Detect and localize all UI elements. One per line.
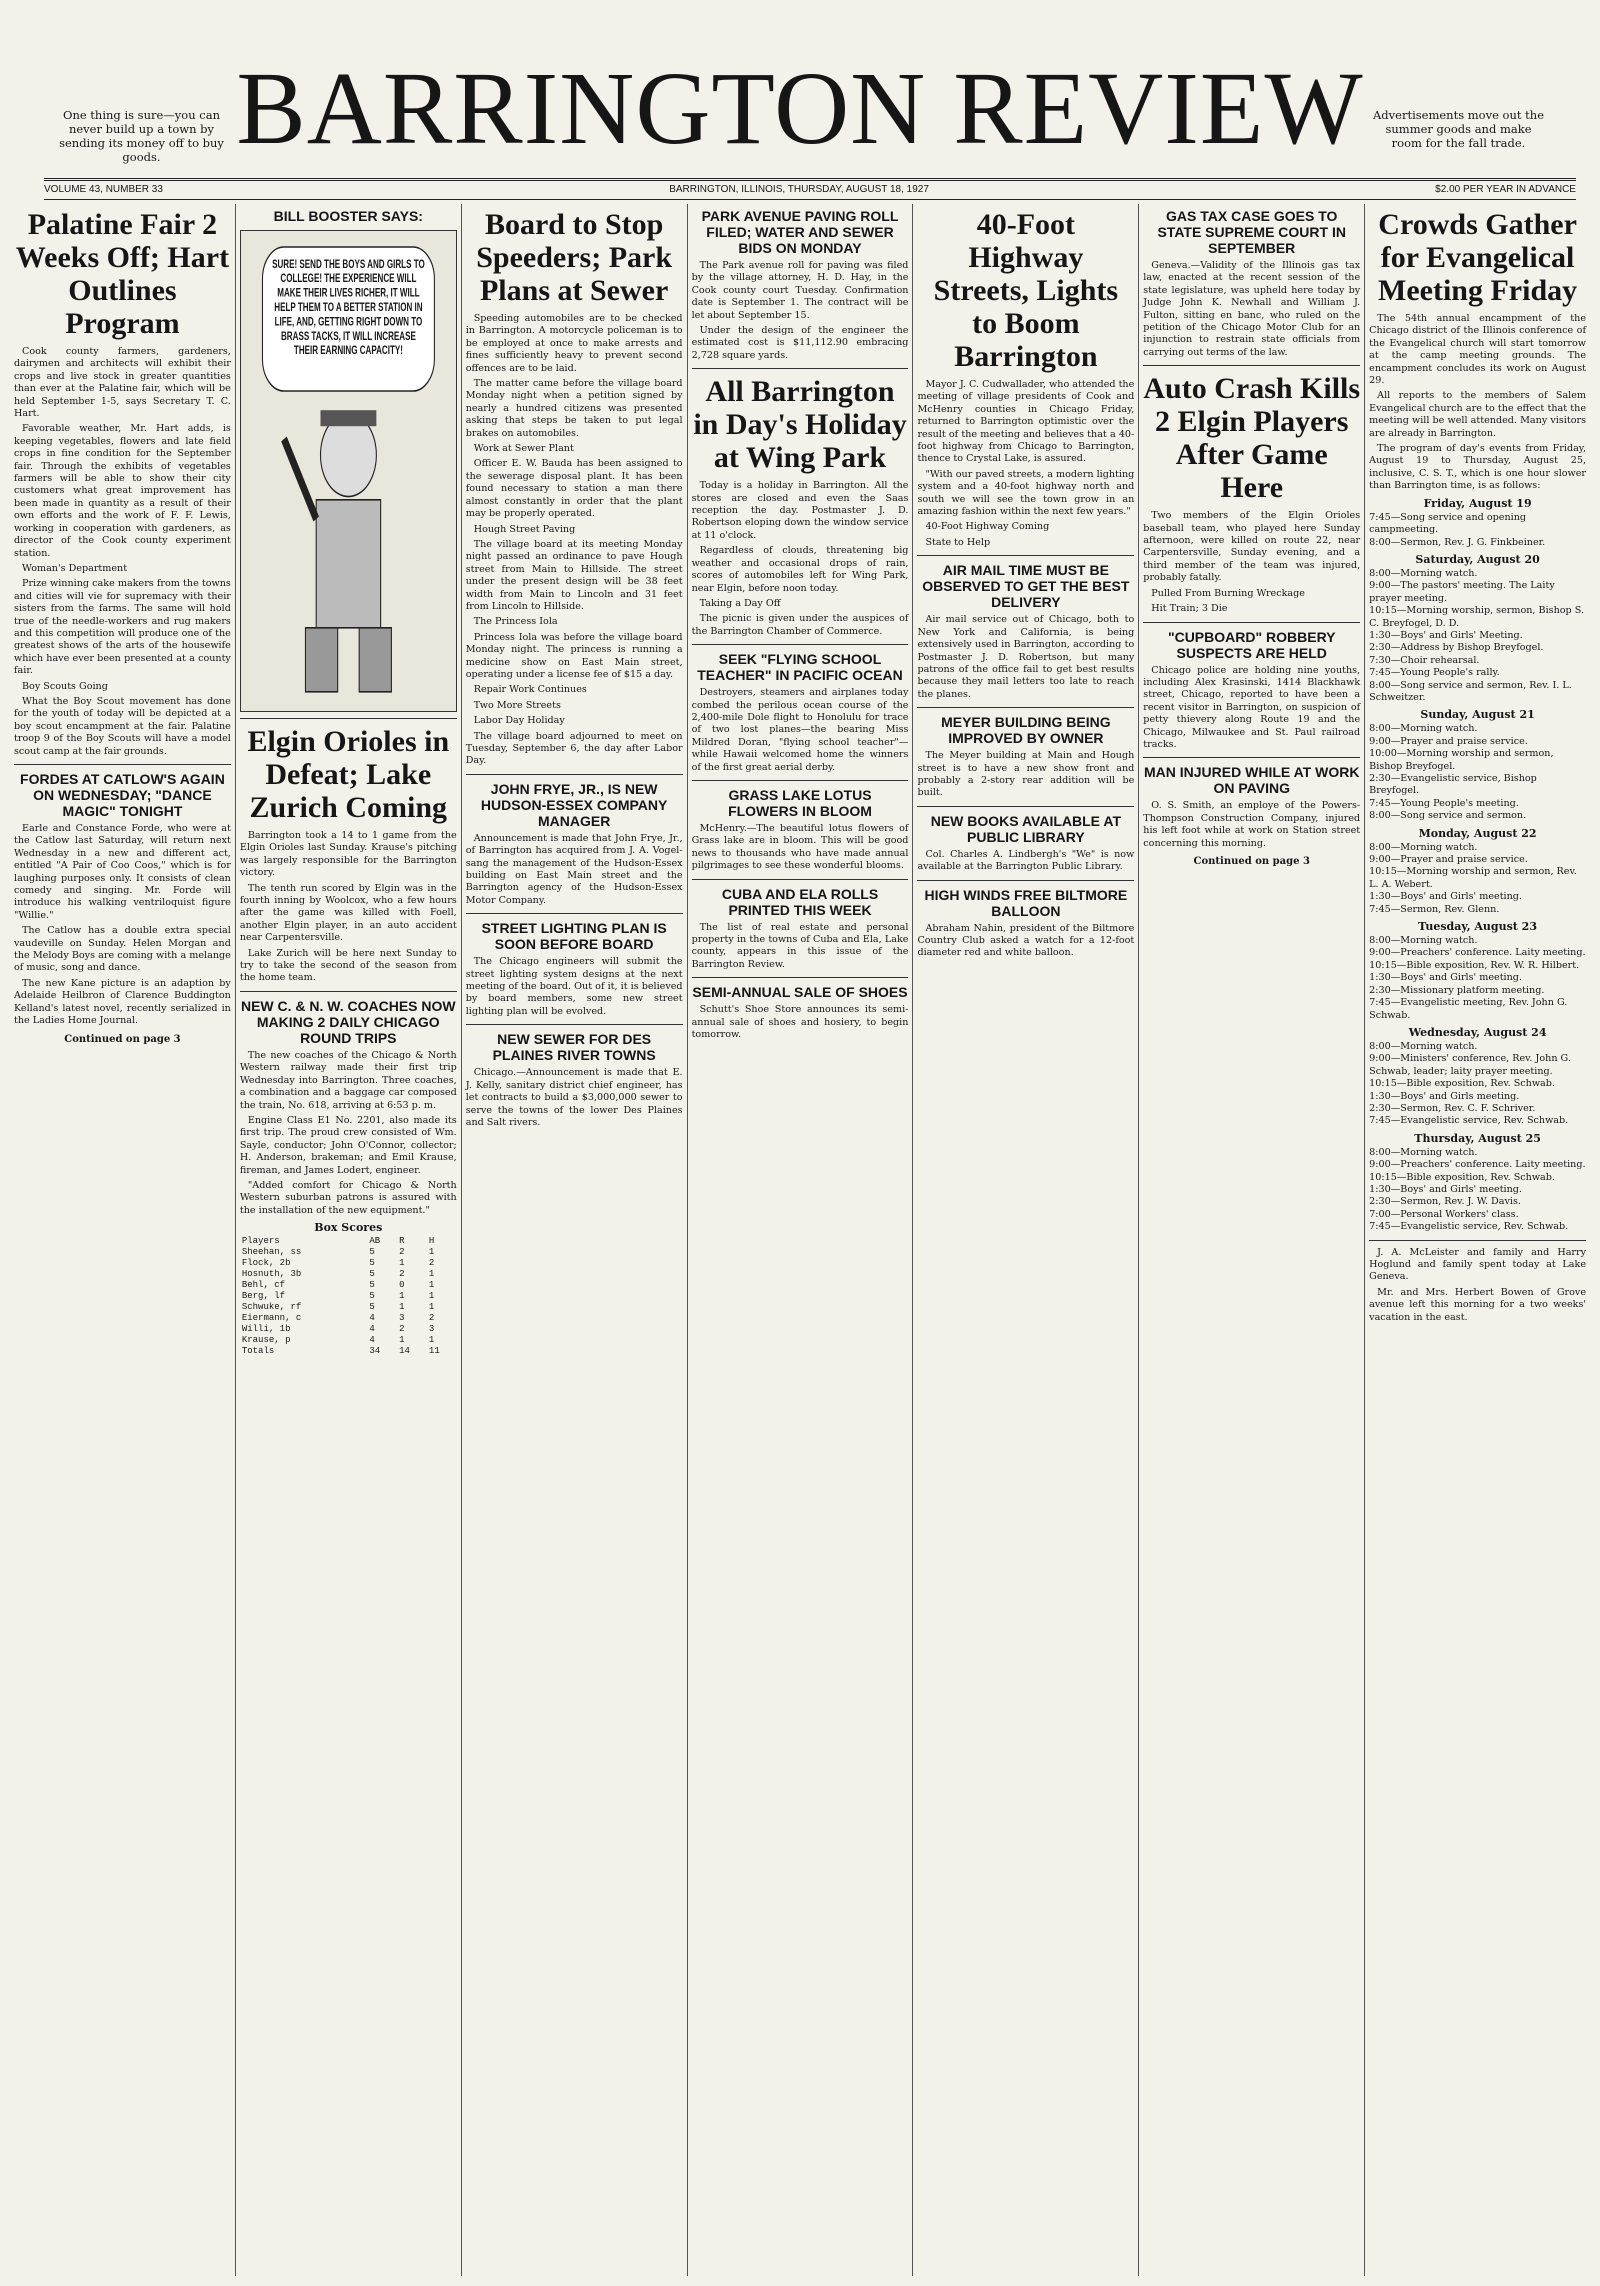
divider <box>1143 365 1360 366</box>
paragraph: Mr. and Mrs. Herbert Bowen of Grove avenue left this morning for a two weeks' vacation in the east. <box>1369 1286 1587 1323</box>
divider <box>917 555 1134 556</box>
paragraph: Lake Zurich will be here next Sunday to try to take the second of the season from the home team. <box>239 947 457 984</box>
divider <box>14 764 231 765</box>
paragraph: Chicago police are holding nine youths, including Alex Krasinski, 1414 Blackhawk street, Chicago, reported to have been a recent visitor in Barrington, on suspicion of petty thievery along Route 19 and the Chicago, Milwaukee and St. Paul railroad tracks. <box>1143 664 1361 750</box>
columns <box>10 204 1590 2276</box>
headline: Board to Stop Speeders; Park Plans at Sewer <box>476 208 673 307</box>
schedule-event: 7:00—Personal Workers' class. <box>1369 1208 1519 1220</box>
paragraph: Work at Sewer Plant <box>473 443 574 455</box>
paragraph: The new coaches of the Chicago & North Western railway made their first trip Wednesday into Barrington. Three coaches, a combination and a baggage car composed the train, No. 618, arriving at 6:53 p. m. <box>239 1049 457 1111</box>
divider <box>240 991 457 992</box>
box-score-cell: 1 <box>428 1302 435 1313</box>
schedule-event: 2:30—Evangelistic service, Bishop Breyfogel. <box>1369 773 1537 797</box>
dateline <box>44 178 1576 200</box>
box-score-cell: 2 <box>428 1313 435 1324</box>
schedule-event: 2:30—Address by Bishop Breyfogel. <box>1369 642 1544 654</box>
paragraph: "Added comfort for Chicago & North Western suburban patrons is assured with the installation of the new equipment." <box>239 1179 457 1216</box>
box-score-cell: AB <box>369 1236 381 1247</box>
divider <box>692 780 909 781</box>
subscription-price: $2.00 PER YEAR IN ADVANCE <box>1435 184 1576 195</box>
box-score-cell: 2 <box>428 1258 435 1269</box>
paragraph: Chicago.—Announcement is made that E. J. Kelly, sanitary district chief engineer, has let contracts to build a $3,000,000 sewer to serve the towns of the lower Des Plaines and Salt rivers. <box>465 1067 683 1128</box>
paragraph: All reports to the members of Salem Evangelical church are to the effect that the meeting will be well attended. Many visitors are already in Barrington. <box>1369 390 1587 439</box>
headline: SEEK "FLYING SCHOOL TEACHER" IN PACIFIC OCEAN <box>697 651 903 684</box>
headline: MEYER BUILDING BEING IMPROVED BY OWNER <box>941 714 1111 747</box>
column-7 <box>1365 204 1590 2276</box>
headline: NEW C. & N. W. COACHES NOW MAKING 2 DAILY CHICAGO ROUND TRIPS <box>240 997 456 1046</box>
paragraph: 40-Foot Highway Coming <box>925 521 1050 533</box>
box-score-cell: 2 <box>399 1324 405 1335</box>
headline: GRASS LAKE LOTUS FLOWERS IN BLOOM <box>728 786 872 819</box>
box-score-cell: 5 <box>369 1302 375 1313</box>
paragraph: Boy Scouts Going <box>22 680 108 692</box>
paragraph: The village board adjourned to meet on Tuesday, September 6, the day after Labor Day. <box>465 730 683 767</box>
paragraph: What the Boy Scout movement has done for the youth of today will be depicted at a boy scout encampment at the fair. Palatine troop 9 of the Boy Scouts will have a model scout camp at the fair grounds. <box>14 695 231 757</box>
box-score-cell: Totals <box>241 1346 275 1357</box>
paragraph: Schutt's Shoe Store announces its semi-annual sale of shoes and hosiery, to begin tomorrow. <box>691 1004 909 1041</box>
schedule-event: 2:30—Missionary platform meeting. <box>1369 984 1545 996</box>
column-4 <box>688 204 914 2276</box>
cartoon-speech: SURE! SEND THE BOYS AND GIRLS TO COLLEGE! THE EXPERIENCE WILL MAKE THEIR LIVES RICHER, IT WILL HELP THEM TO A BETTER STATION IN LIFE, AND, GETTING RIGHT DOWN TO BRASS TACKS, IT WILL INCREASE THEIR EARNING CAPACITY! <box>271 256 425 358</box>
divider <box>917 880 1134 881</box>
paragraph: Under the design of the engineer the estimated cost is $11,112.90 embracing 2,728 square yards. <box>691 325 909 361</box>
box-score-row <box>240 1280 457 1291</box>
paragraph: Favorable weather, Mr. Hart adds, is keeping vegetables, flowers and late field crops in fine condition for the September fair. Through the exhibits of vegetables farmers will be able to show their city customers what great improvement has been made in quantity as a result of their own efforts and the work of F. F. Lewis, working in cooperation with gardeners, as director of the Cook county experiment station. <box>14 423 231 559</box>
headline: AIR MAIL TIME MUST BE OBSERVED TO GET THE BEST DELIVERY <box>922 562 1130 611</box>
paragraph: Col. Charles A. Lindbergh's "We" is now available at the Barrington Public Library. <box>917 848 1135 873</box>
schedule-event: 7:45—Evangelistic service, Rev. Schwab. <box>1369 1221 1569 1233</box>
headline: FORDES AT CATLOW'S AGAIN ON WEDNESDAY; "DANCE MAGIC" TONIGHT <box>20 771 225 819</box>
box-score-cell: 5 <box>369 1291 375 1302</box>
paragraph: The matter came before the village board Monday night when a petition signed by nearly a hundred citizens was presented asking that steps be taken to put legal brakes on automobiles. <box>465 378 683 439</box>
divider <box>917 806 1134 807</box>
headline: Palatine Fair 2 Weeks Off; Hart Outlines Program <box>15 208 230 340</box>
column-3 <box>462 204 688 2276</box>
paragraph: Today is a holiday in Barrington. All the stores are closed and even the Saas reception the day. Postmaster J. D. Robertson eloping down the window service at 11 o'clock. <box>691 480 909 541</box>
box-score-cell: 3 <box>428 1324 435 1335</box>
headline: Crowds Gather for Evangelical Meeting Friday <box>1378 208 1578 307</box>
paragraph: Repair Work Continues <box>473 684 587 696</box>
headline: GAS TAX CASE GOES TO STATE SUPREME COURT IN SEPTEMBER <box>1157 208 1346 256</box>
schedule-event: 7:45—Sermon, Rev. Glenn. <box>1369 903 1500 915</box>
box-score-cell: 2 <box>399 1269 405 1280</box>
schedule-event: 8:00—Morning watch. <box>1369 1146 1478 1158</box>
schedule-event: 9:00—Prayer and praise service. <box>1369 854 1528 866</box>
schedule-event: 8:00—Morning watch. <box>1369 935 1478 947</box>
schedule-day: Thursday, August 25 <box>1414 1131 1541 1145</box>
right-ear: Advertisements move out the summer goods and make room for the fall trade. <box>1373 108 1544 150</box>
box-score-cell: Behl, cf <box>241 1280 286 1291</box>
paragraph: Pulled From Burning Wreckage <box>1151 587 1305 599</box>
headline: "CUPBOARD" ROBBERY SUSPECTS ARE HELD <box>1167 628 1336 661</box>
box-score-cell: R <box>399 1236 405 1247</box>
paragraph: The 54th annual encampment of the Chicago district of the Illinois conference of the Evangelical church will start tomorrow at the camp meeting grounds. The encampment concludes its work on August 29. <box>1369 313 1587 387</box>
headline: Elgin Orioles in Defeat; Lake Zurich Coming <box>247 725 450 824</box>
paragraph: Abraham Nahin, president of the Biltmore Country Club asked a watch for a 12-foot diameter red and white balloon. <box>917 922 1135 959</box>
paragraph: Engine Class E1 No. 2201, also made its first trip. The proud crew consisted of Wm. Sayle, conductor; John O'Connor, collector; H. Anderson, brakeman; and Emil Krause, fireman, and James Lodert, engineer. <box>239 1114 457 1176</box>
paragraph: Taking a Day Off <box>699 597 781 609</box>
paragraph: Hough Street Paving <box>473 523 576 535</box>
paragraph: The Princess Iola <box>473 616 558 628</box>
schedule-event: 1:30—Boys' and Girls' meeting. <box>1369 891 1522 903</box>
divider <box>1369 1240 1586 1241</box>
schedule-event: 7:45—Song service and opening campmeeting. <box>1369 511 1527 536</box>
schedule-event: 1:30—Boys' and Girls' Meeting. <box>1369 629 1523 641</box>
box-score-cell: 2 <box>399 1247 405 1258</box>
paragraph: "With our paved streets, a modern lighting system and a 40-foot highway north and south we will see the town grow in an amazing fashion within the next few years." <box>917 468 1135 518</box>
box-score-cell: 14 <box>399 1346 410 1357</box>
schedule-day: Sunday, August 21 <box>1420 708 1535 722</box>
schedule-day: Monday, August 22 <box>1418 826 1537 840</box>
headline: Auto Crash Kills 2 Elgin Players After Game Here <box>1143 372 1361 505</box>
box-score-header <box>240 1236 457 1247</box>
place-date: BARRINGTON, ILLINOIS, THURSDAY, AUGUST 18, 1927 <box>669 184 929 195</box>
schedule-event: 10:15—Morning worship and sermon, Rev. L. A. Webert. <box>1369 866 1577 890</box>
box-score-cell: Hosnuth, 3b <box>241 1269 302 1280</box>
paragraph: The program of day's events from Friday, August 19 to Thursday, August 25, inclusive, C. S. T., which is one hour slower than Barrington time, is as follows: <box>1369 443 1587 492</box>
schedule-day: Saturday, August 20 <box>1415 552 1540 566</box>
paragraph: Barrington took a 14 to 1 game from the Elgin Orioles last Sunday. Krause's pitching was largely responsible for the Barrington victory. <box>239 830 457 879</box>
schedule-event: 9:00—The pastors' meeting. The Laity prayer meeting. <box>1369 580 1555 604</box>
box-score-cell: Sheehan, ss <box>241 1247 302 1258</box>
schedule-event: 8:00—Morning watch. <box>1369 841 1478 853</box>
box-score-cell: 5 <box>369 1280 375 1291</box>
bill-booster-cartoon <box>240 230 457 712</box>
paragraph: The Park avenue roll for paving was filed by the village attorney, H. D. Hay, in the Cook county court Tuesday. Confirmation date is September 1. The contract will be let about September 15. <box>691 260 909 321</box>
box-score-row <box>240 1335 457 1346</box>
paragraph: The tenth run scored by Elgin was in the fourth inning by Woolcox, who a few hours after the game was killed with Foell, another Elgin player, in an auto accident near Carpentersville. <box>239 882 457 944</box>
box-score-cell: 1 <box>428 1269 435 1280</box>
newspaper-title: BARRINGTON REVIEW <box>236 51 1364 166</box>
column-2 <box>236 204 462 2276</box>
paragraph: Two More Streets <box>473 699 561 711</box>
schedule-event: 8:00—Morning watch. <box>1369 1040 1478 1052</box>
schedule-event: 1:30—Boys' and Girls' meeting. <box>1369 972 1522 984</box>
box-score-total <box>240 1346 457 1357</box>
box-score-cell: 4 <box>369 1324 375 1335</box>
box-score-cell: 0 <box>399 1280 405 1291</box>
schedule-event: 7:45—Young People's rally. <box>1369 667 1500 679</box>
paragraph: Labor Day Holiday <box>473 715 565 727</box>
schedule-event: 10:15—Bible exposition, Rev. Schwab. <box>1369 1078 1555 1090</box>
paragraph: The list of real estate and personal property in the towns of Cuba and Ela, Lake county, appears in this issue of the Barrington Review. <box>691 921 909 970</box>
box-score-cell: Willi, 1b <box>241 1324 291 1335</box>
paragraph: Air mail service out of Chicago, both to New York and California, is being extensively used in Barrington, according to Postmaster J. D. Robertson, but many patrons of the office fail to get best results because they mail letters too late to reach the planes. <box>917 614 1135 700</box>
schedule-event: 7:45—Young People's meeting. <box>1369 797 1519 809</box>
schedule-event: 8:00—Morning watch. <box>1369 723 1478 735</box>
schedule-event: 8:00—Morning watch. <box>1369 567 1478 579</box>
paragraph: Earle and Constance Forde, who were at the Catlow last Saturday, will return next Wednesday in a new and different act, entitled "A Pair of Coo Coos," which is for laughing purposes only. It consists of clean comedy and singing. Mr. Forde will introduce his walking ventriloquist figure "Willie." <box>14 823 231 921</box>
schedule-event: 8:00—Sermon, Rev. J. G. Finkbeiner. <box>1369 536 1546 548</box>
column-5 <box>913 204 1139 2276</box>
box-score-row <box>240 1258 457 1269</box>
column-6 <box>1139 204 1365 2276</box>
paragraph: Speeding automobiles are to be checked in Barrington. A motorcycle policeman is to be employed at once to make arrests and fines sufficiently heavy to prevent second offences are to be laid. <box>465 313 683 374</box>
paragraph: State to Help <box>925 536 991 548</box>
paragraph: The village board at its meeting Monday night passed an ordinance to pave Hough street from Main to Hillside. The street under the present design will be 38 feet width from Main to Lincoln and 31 feet from Lincoln to Hillside. <box>465 538 683 612</box>
headline: CUBA AND ELA ROLLS PRINTED THIS WEEK <box>721 885 879 918</box>
schedule-event: 1:30—Boys' and Girls' meeting. <box>1369 1183 1522 1195</box>
divider <box>692 977 909 978</box>
paragraph: Regardless of clouds, threatening big weather and occasional drops of rain, scores of automobiles left for Wing Park, near Elgin, before noon today. <box>691 545 909 594</box>
divider <box>917 707 1134 708</box>
headline: JOHN FRYE, JR., IS NEW HUDSON-ESSEX COMPANY MANAGER <box>480 780 668 829</box>
box-score-cell: 1 <box>399 1258 405 1269</box>
paragraph: Two members of the Elgin Orioles baseball team, who played here Sunday afternoon, were killed on route 22, near Carpentersville, Sunday evening, and a third member of the team was injured, probably fatally. <box>1143 510 1361 584</box>
divider <box>1143 757 1360 758</box>
paragraph: J. A. McLeister and family and Harry Hoglund and family spent today at Lake Geneva. <box>1369 1246 1587 1283</box>
paragraph: The new Kane picture is an adaption by Adelaide Heilbron of Clarence Buddington Kelland's latest novel, recently serialized in the Ladies Home Journal. <box>14 977 231 1027</box>
paragraph: Mayor J. C. Cudwallader, who attended the meeting of village presidents of Cook and McHenry counties in Chicago Friday, returned to Barrington optimistic over the result of the meeting and believes that a 40-foot highway from Chicago to Barrington, thence to Crystal Lake, is assured. <box>917 379 1135 465</box>
volume-number: VOLUME 43, NUMBER 33 <box>44 184 163 195</box>
box-score-row <box>240 1313 457 1324</box>
left-ear: One thing is sure—you can never build up a town by sending its money off to buy goods. <box>59 108 224 164</box>
headline: MAN INJURED WHILE AT WORK ON PAVING <box>1144 764 1360 797</box>
schedule-event: 10:00—Morning worship and sermon, Bishop Breyfogel. <box>1369 748 1554 772</box>
schedule-day: Tuesday, August 23 <box>1418 920 1537 934</box>
divider <box>1143 622 1360 623</box>
headline: SEMI-ANNUAL SALE OF SHOES <box>692 984 908 1001</box>
paragraph: Hit Train; 3 Die <box>1151 603 1228 615</box>
schedule-event: 10:15—Bible exposition, Rev. Schwab. <box>1369 1171 1555 1183</box>
divider <box>466 1024 683 1025</box>
headline: STREET LIGHTING PLAN IS SOON BEFORE BOARD <box>481 920 667 953</box>
box-score-cell: 11 <box>428 1346 440 1357</box>
schedule-event: 9:00—Preachers' conference. Laity meeting. <box>1369 947 1586 959</box>
schedule-event: 1:30—Boys' and Girls meeting. <box>1369 1090 1520 1102</box>
headline: PARK AVENUE PAVING ROLL FILED; WATER AND SEWER BIDS ON MONDAY <box>701 208 899 256</box>
paragraph: The picnic is given under the auspices of the Barrington Chamber of Commerce. <box>691 613 909 637</box>
schedule-event: 10:15—Morning worship, sermon, Bishop S. C. Breyfogel, D. D. <box>1369 605 1584 629</box>
schedule-event: 10:15—Bible exposition, Rev. W. R. Hilbert. <box>1369 959 1580 971</box>
box-score-table <box>240 1236 457 1357</box>
headline: NEW SEWER FOR DES PLAINES RIVER TOWNS <box>492 1031 656 1064</box>
box-score-cell: 1 <box>399 1291 405 1302</box>
paragraph: The Chicago engineers will submit the street lighting system designs at the next meeting of the board. Out of it, it is believed by board members, some new street lighting plan will be evolved. <box>465 956 683 1017</box>
schedule-event: 2:30—Sermon, Rev. C. F. Schriver. <box>1369 1102 1536 1114</box>
paragraph: The Catlow has a double extra special vaudeville on Sunday. Helen Morgan and the Melody Boys are coming with a melange of music, song and dance. <box>14 925 231 974</box>
headline: NEW BOOKS AVAILABLE AT PUBLIC LIBRARY <box>930 812 1122 845</box>
box-score-cell: 1 <box>428 1280 435 1291</box>
paragraph: Prize winning cake makers from the towns and cities will vie for supremacy with their sisters from the farms. The same will hold true of the needle-workers and rug makers and this competition will produce one of the greatest shows of the arts of the housewife which have ever been presented at a county fair. <box>14 578 231 677</box>
box-score-cell: 5 <box>369 1258 375 1269</box>
schedule-event: 9:00—Prayer and praise service. <box>1369 735 1528 747</box>
schedule-event: 8:00—Song service and sermon, Rev. I. L. Schweitzer. <box>1369 679 1572 703</box>
paragraph: O. S. Smith, an employe of the Powers-Thompson Construction Company, injured his left foot while at work on Station street concerning this morning. <box>1143 800 1361 849</box>
box-score-cell: 4 <box>369 1313 375 1324</box>
schedule-event: 7:30—Choir rehearsal. <box>1369 654 1480 666</box>
paragraph: The Meyer building at Main and Hough street is to have a new show front and probably a 2-story rear addition will be built. <box>917 750 1135 799</box>
box-score-cell: H <box>428 1236 435 1247</box>
box-score-cell: 4 <box>369 1335 375 1346</box>
divider <box>692 368 909 369</box>
box-score-row <box>240 1291 457 1302</box>
schedule-event: 2:30—Sermon, Rev. J. W. Davis. <box>1369 1196 1521 1208</box>
box-score-cell: 1 <box>428 1335 435 1346</box>
column-1 <box>10 204 236 2276</box>
box-score-cell: Krause, p <box>241 1335 291 1346</box>
continued-note: Continued on page 3 <box>1193 855 1310 867</box>
box-score-cell: Players <box>241 1236 280 1247</box>
box-score-cell: Schwuke, rf <box>241 1302 302 1313</box>
box-score-row <box>240 1247 457 1258</box>
box-score-cell: 5 <box>369 1247 375 1258</box>
box-score-cell: 1 <box>399 1335 405 1346</box>
headline: 40-Foot Highway Streets, Lights to Boom Barrington <box>933 208 1119 373</box>
divider <box>466 913 683 914</box>
box-score-cell: 5 <box>369 1269 375 1280</box>
headline: HIGH WINDS FREE BILTMORE BALLOON <box>924 886 1128 919</box>
divider <box>466 774 683 775</box>
paragraph: Cook county farmers, gardeners, dairymen and architects will exhibit their crops and live stock in greater quantities than ever at the Palatine fair, which will be held September 1-5, says Secretary T. C. Hart. <box>14 346 231 420</box>
box-score-row <box>240 1302 457 1313</box>
box-score-cell: 3 <box>399 1313 405 1324</box>
headline: All Barrington in Day's Holiday at Wing Park <box>693 375 907 475</box>
schedule-event: 7:45—Evangelistic service, Rev. Schwab. <box>1369 1115 1569 1127</box>
continued-note: Continued on page 3 <box>64 1033 181 1045</box>
box-score-cell: 34 <box>369 1346 381 1357</box>
divider <box>692 644 909 645</box>
paragraph: Princess Iola was before the village board Monday night. The princess is running a medicine show on East Main street, operating under a license fee of $15 a day. <box>465 631 683 680</box>
box-score-cell: Flock, 2b <box>241 1258 291 1269</box>
paragraph: Destroyers, steamers and airplanes today combed the perilous ocean course of the 2,400-mile Dole flight to Honolulu for trace of two lost planes—the bearing Miss Mildred Doran, "flying school teacher"—while Hawaii welcomed home the winners of the first great aerial derby. <box>691 687 909 773</box>
schedule-event: 9:00—Ministers' conference, Rev. John G. Schwab, leader; laity prayer meeting. <box>1369 1053 1571 1077</box>
schedule-event: 8:00—Song service and sermon. <box>1369 810 1527 822</box>
box-score-cell: 1 <box>428 1247 435 1258</box>
paragraph: Announcement is made that John Frye, Jr., of Barrington has acquired from J. A. Vogel-sang the management of the Hudson-Essex building on East Main street and the Barrington agency of the Hudson-Essex Motor Company. <box>465 832 683 906</box>
schedule-event: 9:00—Preachers' conference. Laity meeting. <box>1369 1159 1586 1171</box>
masthead <box>14 0 1586 195</box>
box-score-title: Box Scores <box>314 1221 383 1235</box>
schedule-day: Wednesday, August 24 <box>1408 1025 1547 1039</box>
box-score-cell: 1 <box>399 1302 405 1313</box>
divider <box>240 718 457 719</box>
paragraph: Officer E. W. Bauda has been assigned to the sewerage disposal plant. It has been found necessary to station a man there almost constantly in order that the plant may be properly operated. <box>465 458 683 520</box>
schedule-event: 7:45—Evangelistic meeting, Rev. John G. Schwab. <box>1369 997 1568 1021</box>
paragraph: Woman's Department <box>22 562 128 574</box>
paragraph: McHenry.—The beautiful lotus flowers of Grass lake are in bloom. This will be good news to thousands who have made annual pilgrimages to see these wonderful blooms. <box>691 822 909 872</box>
box-score-row <box>240 1269 457 1280</box>
box-score-cell: Berg, lf <box>241 1291 286 1302</box>
schedule-day: Friday, August 19 <box>1423 496 1532 510</box>
paragraph: Geneva.—Validity of the Illinois gas tax law, enacted at the recent session of the state legislature, was upheld here today by Judge John K. Newhall and William J. Fulton, sitting en banc, who ruled on the petition of the Chicago Motor Club for an injunction to restrain state officials from carrying out terms of the law. <box>1143 260 1361 358</box>
divider <box>692 879 909 880</box>
box-score-cell: Eiermann, c <box>241 1313 302 1324</box>
box-score-cell: 1 <box>428 1291 435 1302</box>
box-score-row <box>240 1324 457 1335</box>
headline: BILL BOOSTER SAYS: <box>273 208 423 224</box>
